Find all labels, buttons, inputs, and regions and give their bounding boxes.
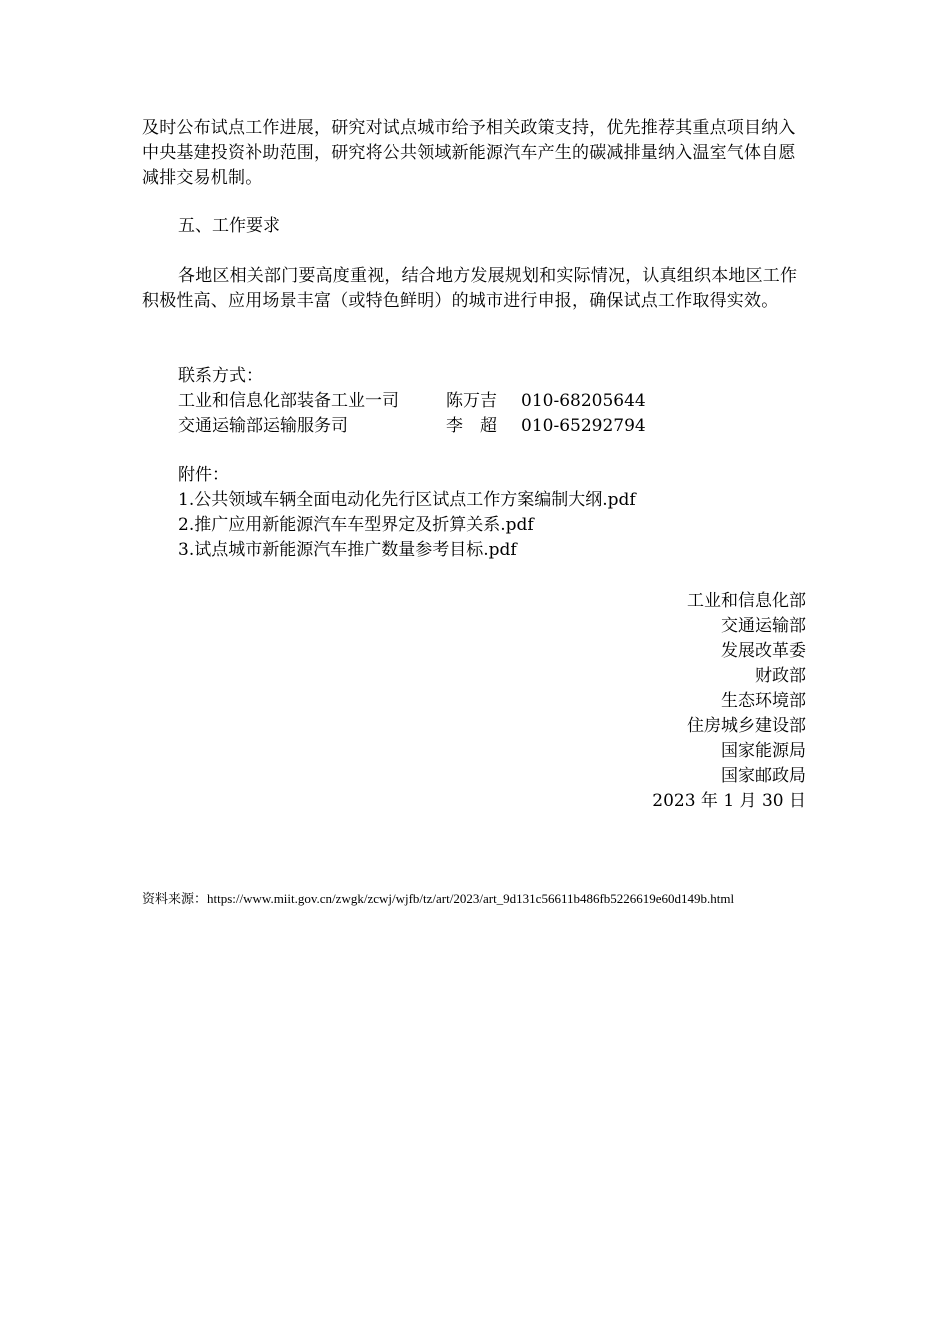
signer: 交通运输部 bbox=[721, 616, 806, 636]
body-paragraph-1: 及时公布试点工作进展，研究对试点城市给予相关政策支持，优先推荐其重点项目纳入中央基建投资补助范围，研究将公共领域新能源汽车产生的碳减排量纳入温室气体自愿减排交易机制。 bbox=[142, 118, 796, 188]
attachments-list bbox=[178, 488, 636, 563]
signer: 发展改革委 bbox=[721, 641, 806, 661]
contact-person: 李 超 bbox=[446, 416, 497, 436]
signer: 国家邮政局 bbox=[721, 766, 806, 786]
attachment-item: 3.试点城市新能源汽车推广数量参考目标.pdf bbox=[178, 540, 517, 560]
contact-org: 交通运输部运输服务司 bbox=[178, 416, 348, 436]
signer: 国家能源局 bbox=[721, 741, 806, 761]
attachment-item: 2.推广应用新能源汽车车型界定及折算关系.pdf bbox=[178, 515, 534, 535]
issue-date: 2023 年 1 月 30 日 bbox=[652, 791, 806, 811]
signer: 生态环境部 bbox=[721, 691, 806, 711]
contact-person: 陈万吉 bbox=[446, 391, 497, 411]
signer: 工业和信息化部 bbox=[687, 591, 806, 611]
issuing-authorities bbox=[652, 589, 806, 814]
body-paragraph-2: 各地区相关部门要高度重视，结合地方发展规划和实际情况，认真组织本地区工作积极性高、应用场景丰富（或特色鲜明）的城市进行申报，确保试点工作取得实效。 bbox=[142, 266, 798, 311]
attachments-label: 附件： bbox=[178, 465, 229, 485]
source-reference: 资料来源：https://www.miit.gov.cn/zwgk/zcwj/wjfb/tz/art/2023/art_9d131c56611b486fb5226619e60d149b.html bbox=[142, 891, 735, 906]
attachment-item: 1.公共领域车辆全面电动化先行区试点工作方案编制大纲.pdf bbox=[178, 490, 636, 510]
section-heading-work-requirements: 五、工作要求 bbox=[178, 216, 280, 236]
contact-org: 工业和信息化部装备工业一司 bbox=[178, 391, 399, 411]
contact-phone: 010-65292794 bbox=[521, 416, 646, 436]
signer: 住房城乡建设部 bbox=[687, 716, 806, 736]
signer: 财政部 bbox=[755, 666, 806, 686]
contact-label: 联系方式： bbox=[178, 366, 263, 386]
contact-phone: 010-68205644 bbox=[521, 391, 646, 411]
